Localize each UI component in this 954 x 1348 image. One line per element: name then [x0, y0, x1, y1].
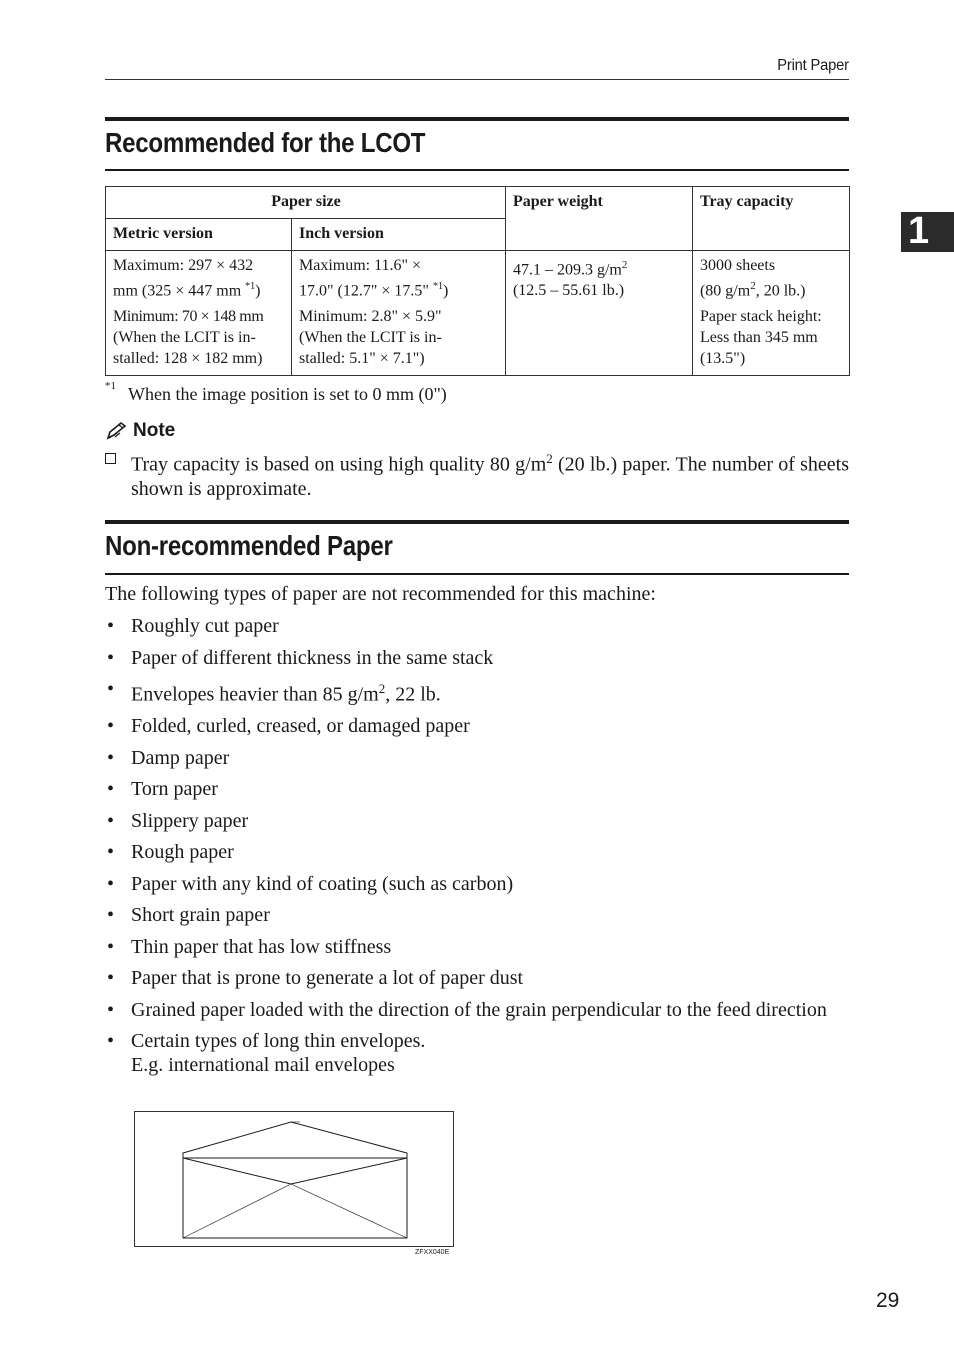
list-item-text: Grained paper loaded with the direction of the grain perpendicular to the feed direction: [131, 998, 827, 1021]
section2-rule-bottom: [105, 573, 849, 575]
list-item: [105, 840, 849, 864]
footnote-text: When the image position is set to 0 mm (0"): [128, 384, 447, 404]
list-item: [105, 872, 849, 896]
list-item-text: Paper that is prone to generate a lot of paper dust: [131, 967, 524, 990]
intro-text: The following types of paper are not recommended for this machine:: [105, 583, 656, 605]
note-text: [131, 447, 849, 501]
inch-min-line1: Minimum: 2.8" × 5.9": [299, 308, 442, 326]
list-item-text: Torn paper: [131, 778, 218, 801]
envelope-illustration: [135, 1112, 453, 1246]
metric-min-line3: stalled: 128 × 182 mm): [113, 350, 263, 368]
note-sup: 2: [546, 451, 553, 466]
running-header: Print Paper: [777, 57, 849, 74]
list-item: [105, 903, 849, 927]
cell-metric: [106, 251, 292, 376]
chapter-number: 1: [908, 210, 930, 252]
list-item: [105, 777, 849, 801]
footnote: [105, 380, 447, 405]
list-item-text: Roughly cut paper: [131, 615, 279, 637]
section-title-nonrecommended: Non-recommended Paper: [105, 530, 393, 561]
metric-max-close: ): [255, 282, 261, 300]
section-rule-bottom: [105, 169, 849, 171]
list-item-text: Short grain paper: [131, 904, 270, 927]
th-tray-capacity: Tray capacity: [692, 187, 849, 251]
cell-tray: [692, 251, 849, 376]
weight-line2: (12.5 – 55.61 lb.): [512, 282, 625, 300]
list-item-text: Damp paper: [131, 746, 230, 769]
inch-min-line3: stalled: 5.1" × 7.1"): [299, 350, 425, 368]
metric-min-line2: (When the LCIT is in-: [113, 329, 256, 347]
pencil-icon: [105, 421, 129, 441]
metric-max-line1: Maximum: 297 × 432: [113, 257, 254, 274]
note-body: [105, 447, 849, 501]
th-paper-size: Paper size: [106, 187, 506, 219]
list-item: [105, 935, 849, 959]
note-text-post: (20 lb.) paper. The number of sheets shown is approximate.: [131, 453, 849, 500]
list-item: [105, 614, 849, 638]
list-item-text-line2: E.g. international mail envelopes: [131, 1054, 395, 1077]
inch-max-line2: 17.0" (12.7" × 17.5": [299, 282, 433, 300]
list-item-text: Folded, curled, creased, or damaged paper: [131, 715, 470, 738]
list-item-text: Certain types of long thin envelopes.: [131, 1030, 426, 1053]
tray-line1: 3000 sheets: [699, 257, 776, 274]
footnote-mark: *1: [105, 380, 116, 392]
inch-max-close: ): [442, 282, 449, 300]
list-item: [105, 746, 849, 770]
header-rule: [105, 79, 849, 80]
list-item: [105, 809, 849, 833]
inch-max-line1: Maximum: 11.6" ×: [299, 257, 422, 274]
nonrecommended-list: [105, 614, 849, 1085]
weight-line1: 47.1 – 209.3 g/m: [512, 261, 622, 279]
tray-sup: 2: [750, 280, 756, 292]
inch-max-footnote-ref: *1: [432, 281, 443, 292]
list-item-text: Paper with any kind of coating (such as carbon): [131, 872, 514, 895]
note-heading: [105, 420, 175, 442]
section-title-lcot: Recommended for the LCOT: [105, 127, 426, 158]
cell-weight: [505, 251, 692, 376]
envelope-figure: [134, 1111, 454, 1247]
th-inch-version: Inch version: [292, 219, 506, 251]
page-number: 29: [876, 1289, 900, 1312]
metric-max-footnote-ref: *1: [245, 281, 256, 292]
list-item: [105, 966, 849, 990]
tray-line5: (13.5"): [699, 350, 746, 368]
tray-line2-post: , 20 lb.): [755, 282, 806, 300]
list-item: [105, 646, 849, 670]
th-metric-version: Metric version: [106, 219, 292, 251]
list-item-text: Slippery paper: [131, 809, 249, 832]
list-item-text: Envelopes heavier than 85 g/m: [131, 683, 379, 706]
tray-line4: Less than 345 mm: [699, 329, 818, 347]
metric-max-line2: mm (325 × 447 mm: [113, 282, 246, 300]
list-item-text: Thin paper that has low stiffness: [131, 935, 392, 958]
note-label: Note: [133, 420, 176, 441]
paper-spec-table: [105, 186, 850, 376]
list-item: [105, 1029, 849, 1077]
list-item: [105, 677, 849, 707]
tray-line2: (80 g/m: [699, 282, 751, 300]
chapter-tab: [901, 212, 954, 252]
list-item-sup: 2: [378, 681, 386, 696]
list-item: [105, 998, 849, 1022]
metric-min-line1: Minimum: 70 × 148 mm: [113, 308, 264, 326]
inch-min-line2: (When the LCIT is in-: [299, 329, 442, 347]
note-text-pre: Tray capacity is based on using high quality 80 g/m: [131, 453, 547, 476]
tray-line3: Paper stack height:: [699, 308, 822, 326]
list-item-text: Rough paper: [131, 841, 234, 864]
cell-inch: [292, 251, 506, 376]
section2-rule-top: [105, 520, 849, 524]
list-item: [105, 714, 849, 738]
th-paper-weight: Paper weight: [505, 187, 692, 251]
figure-code: ZFXX040E: [415, 1249, 450, 1256]
list-item-text: Paper of different thickness in the same stack: [131, 646, 494, 669]
weight-sup: 2: [621, 259, 628, 271]
checkbox-icon: [105, 453, 116, 464]
list-item-text-post: , 22 lb.: [385, 683, 441, 706]
section-rule-top: [105, 117, 849, 121]
